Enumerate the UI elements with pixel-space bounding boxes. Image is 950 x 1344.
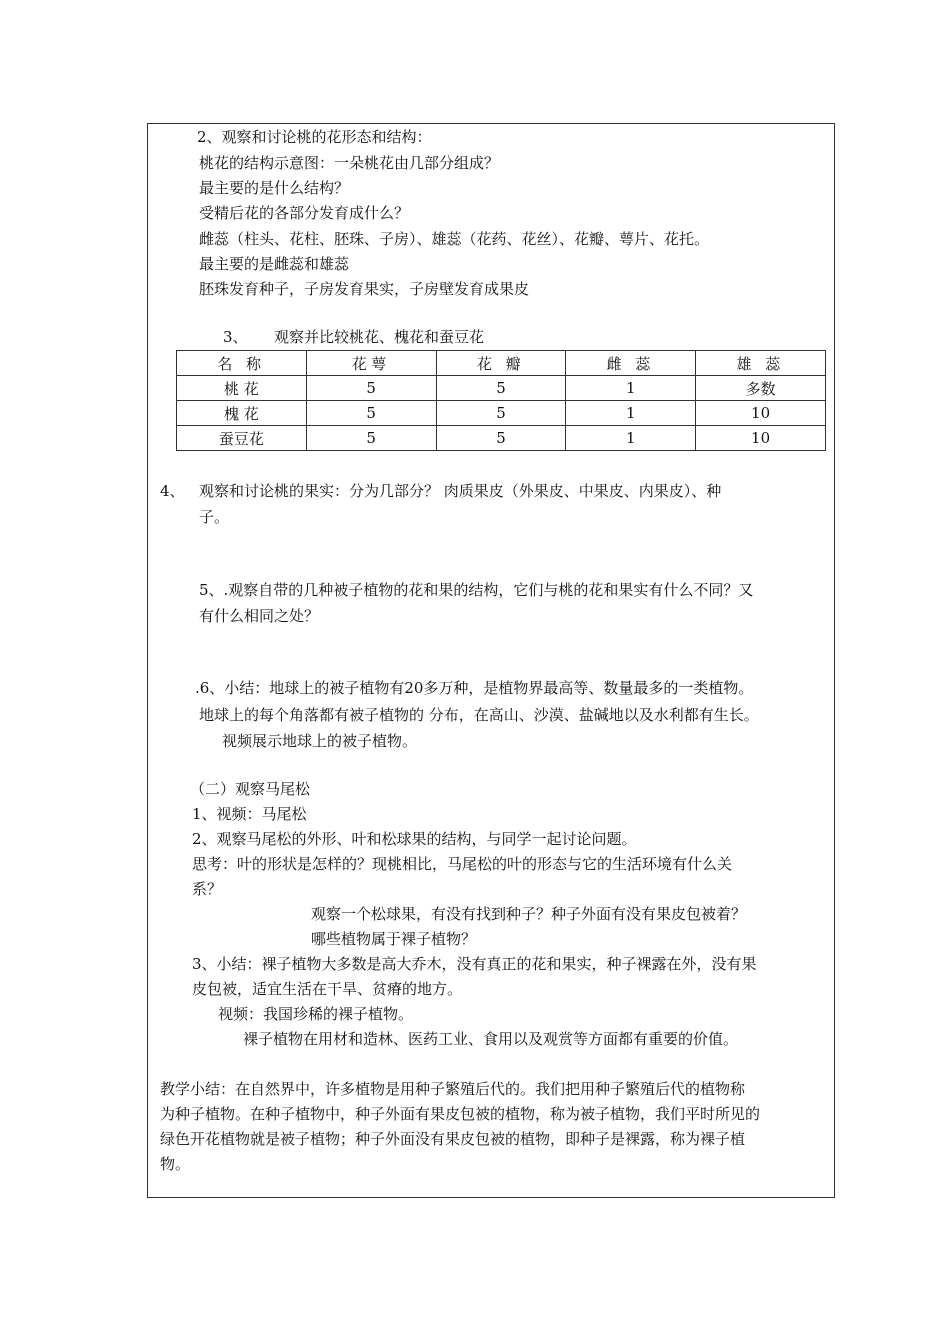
- sec2-question-2: 最主要的是什么结构？: [199, 179, 350, 197]
- cell-sepal: 5: [306, 401, 436, 426]
- part2-line-1: 1、视频：马尾松: [192, 805, 307, 823]
- part2-line-7: 3、小结：裸子植物大多数是高大乔木，没有真正的花和果实，种子裸露在外，没有果: [192, 955, 757, 973]
- sec5-line-1: 5、.观察自带的几种被子植物的花和果的结构，它们与桃的花和果实有什么不同？又: [199, 581, 754, 599]
- sec6-line-1: .6、小结：地球上的被子植物有20多万种，是植物界最高等、数量最多的一类植物。: [195, 679, 754, 697]
- cell-name: 蚕豆花: [177, 426, 307, 451]
- sec2-answer-3: 胚珠发育种子，子房发育果实，子房壁发育成果皮: [199, 280, 530, 298]
- sec2-answer-1: 雌蕊（柱头、花柱、胚珠、子房）、雄蕊（花药、花丝）、花瓣、萼片、花托。: [199, 230, 710, 248]
- flower-comparison-table: [176, 350, 826, 451]
- sec4-number: 4、: [160, 482, 185, 500]
- cell-pistil: 1: [566, 376, 696, 401]
- cell-petal: 5: [436, 401, 566, 426]
- cell-stamen: 10: [696, 401, 826, 426]
- sec6-line-3: 视频展示地球上的被子植物。: [222, 732, 418, 750]
- part2-line-5: 观察一个松球果，有没有找到种子？种子外面有没有果皮包被着？: [311, 905, 747, 923]
- part2-line-4: 系？: [192, 880, 223, 898]
- sec2-question-1: 桃花的结构示意图：一朵桃花由几部分组成？: [199, 154, 500, 172]
- cell-pistil: 1: [566, 401, 696, 426]
- sec2-title: 2、观察和讨论桃的花形态和结构：: [197, 128, 432, 146]
- cell-name: 槐 花: [177, 401, 307, 426]
- part2-line-6: 哪些植物属于裸子植物？: [311, 930, 477, 948]
- header-stamen: 雄 蕊: [696, 351, 826, 376]
- sec4-line-2: 子。: [199, 508, 230, 526]
- part2-line-2: 2、观察马尾松的外形、叶和松球果的结构，与同学一起讨论问题。: [192, 830, 637, 848]
- header-name: 名 称: [177, 351, 307, 376]
- summary-line-2: 为种子植物。在种子植物中，种子外面有果皮包被的植物，称为被子植物，我们平时所见的: [160, 1105, 761, 1123]
- sec2-question-3: 受精后花的各部分发育成什么？: [199, 204, 410, 222]
- cell-petal: 5: [436, 426, 566, 451]
- header-pistil: 雌 蕊: [566, 351, 696, 376]
- cell-petal: 5: [436, 376, 566, 401]
- summary-line-1: 教学小结：在自然界中，许多植物是用种子繁殖后代的。我们把用种子繁殖后代的植物称: [160, 1080, 746, 1098]
- cell-sepal: 5: [306, 376, 436, 401]
- sec3-title: 观察并比较桃花、槐花和蚕豆花: [274, 328, 485, 346]
- summary-line-3: 绿色开花植物就是被子植物；种子外面没有果皮包被的植物，即种子是裸露，称为裸子植: [160, 1130, 746, 1148]
- part2-title: （二）观察马尾松: [190, 780, 311, 798]
- sec6-line-2: 地球上的每个角落都有被子植物的 分布，在高山、沙漠、盐碱地以及水利都有生长。: [199, 706, 759, 724]
- table-row: [177, 426, 826, 451]
- table-row: [177, 376, 826, 401]
- summary-line-4: 物。: [160, 1155, 191, 1173]
- cell-stamen: 10: [696, 426, 826, 451]
- cell-pistil: 1: [566, 426, 696, 451]
- part2-line-8: 皮包被，适宜生活在干旱、贫瘠的地方。: [192, 980, 463, 998]
- sec5-line-2: 有什么相同之处？: [199, 607, 320, 625]
- part2-line-9: 视频：我国珍稀的裸子植物。: [218, 1005, 414, 1023]
- header-sepal: 花萼: [306, 351, 436, 376]
- table-row: [177, 401, 826, 426]
- sec3-number: 3、: [223, 328, 248, 346]
- part2-line-10: 裸子植物在用材和造林、医药工业、食用以及观赏等方面都有重要的价值。: [243, 1030, 739, 1048]
- sec2-answer-2: 最主要的是雌蕊和雄蕊: [199, 255, 350, 273]
- part2-line-3: 思考：叶的形状是怎样的？现桃相比，马尾松的叶的形态与它的生活环境有什么关: [192, 855, 733, 873]
- header-petal: 花 瓣: [436, 351, 566, 376]
- sec4-line-1: 观察和讨论桃的果实：分为几部分？ 肉质果皮（外果皮、中果皮、内果皮）、种: [199, 482, 722, 500]
- table-header-row: [177, 351, 826, 376]
- cell-stamen: 多数: [696, 376, 826, 401]
- cell-sepal: 5: [306, 426, 436, 451]
- cell-name: 桃 花: [177, 376, 307, 401]
